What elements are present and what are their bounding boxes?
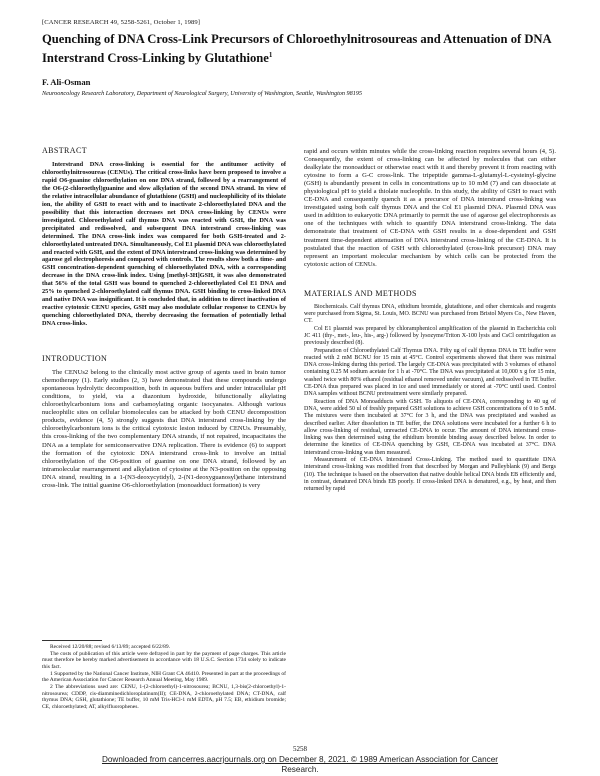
footnotes [42, 644, 286, 711]
author-affiliation: Neurooncology Research Laboratory, Department of Neurological Surgery, University of Washington, Seattle, Washington 98195 [42, 90, 363, 97]
footnote-received: Received 12/20/88; revised 6/13/89; accepted 6/22/89. [50, 644, 171, 650]
footnote-support: 1 Supported by the National Cancer Institute, NIH Grant CA 46410. Presented in part at the proceedings of the American Association for Cancer Research Annual Meeting, May 1989. [42, 670, 286, 684]
author-name: F. Ali-Osman [42, 77, 91, 87]
left-column [42, 147, 286, 490]
footnote-rule [42, 640, 102, 641]
introduction-text: The CENUs2 belong to the clinically most active group of agents used in brain tumor chemotherapy (1). Early studies (2, 3) have demonstrated that these compounds undergo spontaneous hydrolytic decomposition, both in aqueous buffers and under intracellular pH conditions, to yield, via a diazonium hydroxide, bifunctionally alkylating chloroethylcarbonium ions and carbamoylating organic isocyanates. Although various nucleophilic sites on cellular biomolecules can be attacked by both CENU decomposition products, evidence (4, 5) strongly suggests that DNA interstrand cross-linking by the chloroethylcarbonium ions is the critical cytotoxic lesion induced by CENUs. Presumably, this cross-linking of the two complementary DNA strands, if not repaired, incapacitates the DNA as a template for semiconservative DNA replication. There is evidence (6) to support the formation of the cytotoxic DNA interstrand cross-link to involve an initial chloroethylation of the O6-position of guanine on one DNA strand, followed by an intramolecular rearrangement and alkylation of cytosine at the N3-position on the opposing DNA strand, resulting in a 1-(N3-deoxycytidyl), 2-(N1-deoxyguanosyl)ethane interstrand cross-link. The initial guanine O6-chloroethylation (monoadduct formation) is very [42, 369, 286, 489]
introduction-heading: INTRODUCTION [42, 354, 108, 364]
download-notice-line1: Downloaded from cancerres.aacrjournals.org on December 8, 2021. © 1989 American Association for Cancer [101, 755, 499, 764]
footnote-abbreviations: 2 The abbreviations used are: CENU, 1-(2-chloroethyl)-1-nitrosourea; BCNU, 1,3-bis(2-chloroethyl)-1-nitrosourea; CDDP, cis-diamminedichloroplatinum(II); CE-DNA, 2-chloroethylated DNA; CT-DNA, calf thymus DNA; GSH, glutathione; TE buffer, 10 mM Tris-HCl-1 mM EDTA, pH 7.5; EB, ethidium bromide; CE, chloroethylated; AT, alkylfluorophenes. [42, 683, 286, 710]
introduction-continued: rapid and occurs within minutes while the cross-linking reaction requires several hours (4, 5). Consequently, the extent of cross-linking can be affected by molecules that can either dealkylate the monoadduct or otherwise react with it and thereby prevent it from reacting with cytosine to form a G-C cross-link. The tripeptide gamma-L-glutamyl-L-cysteinyl-glycine (GSH) is abundantly present in cells in concentrations up to 10 mM (7) and can dissociate at physiological pH to yield a thiolate nucleophile. In this study, the ability of GSH to react with CE-DNA and consequently quench it as a precursor of DNA interstrand cross-linking was investigated using both calf thymus DNA and the Col E1 plasmid DNA. Plasmid DNA was used in addition to eukaryotic DNA primarily to permit the use of agarose gel electrophoresis as one of the techniques with which to quantify DNA interstrand cross-linking. The data demonstrate that treatment of CE-DNA with GSH results in a dose-dependent and GSH treatment time-dependent attenuation of DNA interstrand cross-linking of the CE-DNA. It is postulated that the reaction of GSH with chloroethylated (cross-link precursor) DNA may represent an important molecular mechanism by which cells can be protected from the cytotoxic action of CENUs. [304, 148, 556, 268]
download-notice [0, 755, 600, 775]
methods-reaction: Reaction of DNA Monoadducts with GSH. To aliquots of CE-DNA, corresponding to 40 ug of DNA, were added 50 ul of freshly prepared GSH solutions to achieve GSH concentrations of 0 to 5 mM. The mixtures were then incubated at 37°C for 3 h, and the DNA was precipitated and washed as described earlier. After dissolution in TE buffer, the DNA solutions were incubated for a further 6 h to allow cross-linking of residual, unreacted CE-DNA to occur. The amount of DNA interstrand cross-linking was then determined using the ethidium bromide binding assay described below. In order to determine the kinetics of CE-DNA quenching by GSH, CE-DNA was incubated at 37°C. DNA interstrand cross-linking was then measured. [304, 398, 556, 456]
methods-heading: MATERIALS AND METHODS [304, 288, 417, 298]
title-footnote-mark: 1 [268, 50, 273, 59]
abstract-heading: ABSTRACT [42, 146, 87, 155]
right-column [304, 148, 556, 493]
methods-plasmid: Col E1 plasmid was prepared by chloramphenicol amplification of the plasmid in Escherichia coli JC 411 (thy-, met-, leu-, his-, arg-) followed by lysozyme/Triton X-100 lysis and CsCl centrifugation as previously described (8). [304, 325, 556, 347]
footnote-costs: The costs of publication of this article were defrayed in part by the payment of page charges. This article must therefore be hereby marked advertisement in accordance with 18 U.S.C. Section 1734 solely to indicate this fact. [42, 650, 286, 670]
methods-chemicals: Biochemicals. Calf thymus DNA, ethidium bromide, glutathione, and other chemicals and reagents were purchased from Sigma, St. Louis, MO. BCNU was purchased from Bristol Myers Co., New Haven, CT. [304, 303, 556, 325]
paper-title [42, 32, 562, 66]
download-notice-line2: Research. [281, 765, 319, 774]
page-number: 5258 [293, 745, 307, 753]
abstract-text: Interstrand DNA cross-linking is essential for the antitumor activity of chloroethylnitrosoureas (CENUs). The critical cross-links have been proposed to involve a rapid O6-guanine chloroethylation on one DNA strand, followed by a rearrangement of the O6-(2-chloroethyl)guanine and slow alkylation of the second DNA strand. In view of the relative intracellular abundance of glutathione (GSH) and nucleophilicity of its thiolate ion, the ability of GSH to react with and to inactivate 2-chloroethylated DNA and the possibility that this interaction decreases net DNA cross-linking by CENUs were investigated. Chloroethylated calf thymus DNA was reacted with GSH, the DNA was precipitated and redissolved, and subsequent DNA interstrand cross-linking was determined. The DNA cross-link index was compared for both GSH-treated and 2-chloroethylated untreated DNA. Simultaneously, Col E1 plasmid DNA was chloroethylated and reacted with GSH, and the extent of DNA interstrand cross-linking was determined by agarose gel electrophoresis and compared with controls. The results show both a time- and GSH concentration-dependent quenching of chloroethylated DNA, with a corresponding decrease in the DNA cross-link index. Using [methyl-3H]GSH, it was also demonstrated that 56% of the total GSH was bound to quenched 2-chloroethylated Col E1 DNA and 25% to quenched 2-chloroethylated calf thymus DNA. GSH binding to cross-linked DNA and native DNA was insignificant. It is concluded that, in addition to direct inactivation of reactive cytotoxic CENU species, GSH may also modulate cellular response to CENUs by quenching chloroethylated DNA, thereby decreasing the formation of potentially lethal DNA cross-links. [42, 161, 286, 328]
journal-citation: [CANCER RESEARCH 49, 5258-5261, October 1, 1989] [42, 19, 201, 26]
methods-measurement: Measurement of CE-DNA Interstrand Cross-Linking. The method used to quantitate DNA interstrand cross-linking was modified from that described by Morgan and Pulleyblank (9) and Bergs (10). The technique is based on the observation that native double helical DNA binds EB efficiently and, in contrast, denatured DNA binds EB poorly. If cross-linked DNA is denatured, e.g., by heat, and then returned by rapid [304, 456, 556, 493]
methods-preparation: Preparation of Chloroethylated Calf Thymus DNA. Fifty ug of calf thymus DNA in TE buffer were reacted with 2 mM BCNU for 15 min at 45°C. Control experiments showed that there was minimal DNA cross-linking during this period. The largely CE-DNA was precipitated with 3 volumes of ethanol containing 0.25 M sodium acetate for 1 h at -70°C. The DNA was precipitated at 10,000 x g for 15 min, washed twice with 80% ethanol (residual ethanol removed under vacuum), and redissolved in TE buffer. CE-DNA thus prepared was placed in ice and used immediately or stored at -70°C until used. Control DNA samples without BCNU pretreatment were similarly prepared. [304, 347, 556, 398]
paper-title-text: Quenching of DNA Cross-Link Precursors of Chloroethylnitrosoureas and Attenuation of DNA Interstrand Cross-Linking by Glutathione [42, 32, 551, 65]
